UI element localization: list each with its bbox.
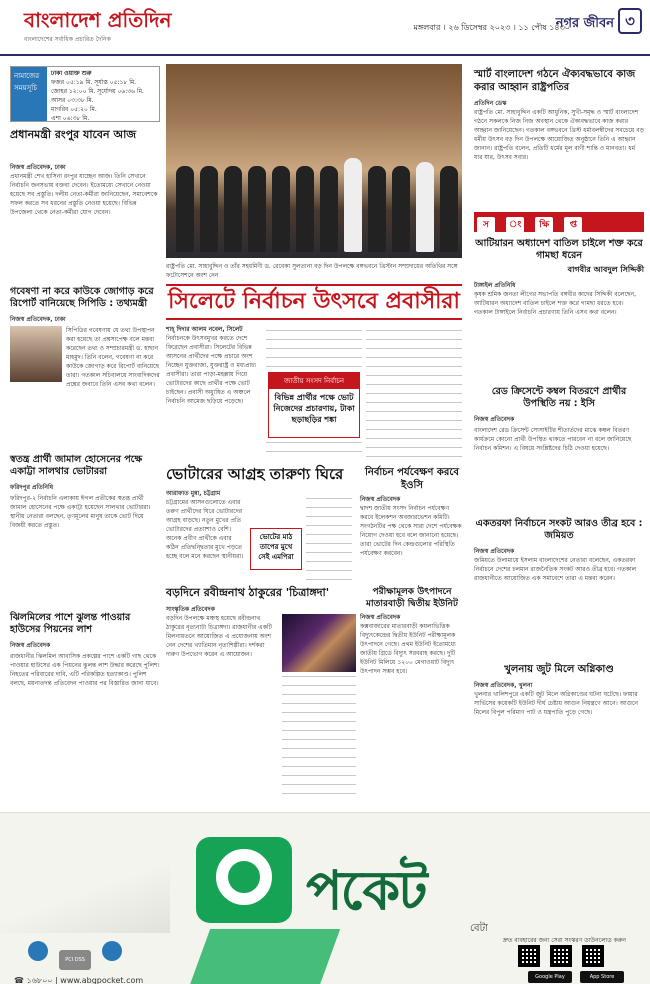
article-title: প্রধানমন্ত্রী রংপুর যাবেন আজ (10, 128, 137, 141)
partner-logos (28, 941, 148, 965)
article-byline: নিজস্ব প্রতিবেদক (474, 548, 515, 555)
prayer-row: ফজর ০৫:১৯ মি. সূর্যাস্ত ০৫:১৮ মি. (51, 79, 137, 86)
article-body-col2 (282, 676, 356, 802)
article-byline: নিজস্ব প্রতিবেদক (360, 496, 401, 503)
sylhet-byline: শাহ্ দিদার আলম নবেল, সিলেট (166, 326, 243, 333)
article-title: নির্বাচন পর্যবেক্ষণ করবে ইওসি (365, 467, 459, 491)
partner-logo-icon (28, 941, 48, 961)
page-number: ৩ (618, 8, 642, 34)
article-body: রাজধানীর ঝিলমিল আবাসিক প্রকল্পের পাশে একটি গাছ থেকে পাওয়ার হাউসের এক পিয়নের ঝুলন্ত লাশ উদ্ধার করেছে পুলিশ। নিহতের পরিবারের দাবি, এটি পরিকল্পিত হত্যাকাণ্ড। পুলিশ বলছে, ময়নাতদন্ত প্রতিবেদন পাওয়ার পর বিস্তারিত জানা যাবে। (10, 653, 160, 687)
article-title: গবেষণা না করে কাউকে জোগাড় করে রিপোর্ট বানিয়েছে সিপিডি : তথ্যমন্ত্রী (10, 286, 154, 309)
photo-figure (200, 166, 218, 252)
article-title: একতরফা নির্বাচনে সংকট আরও তীব্র হবে : জমিয়ত (475, 518, 643, 541)
advertisement[interactable] (0, 812, 650, 984)
article-title: স্বতন্ত্র প্রার্থী জামাল হোসেনের পক্ষে একাট্টা সালথার ভোটাররা (10, 454, 143, 477)
article-title: বড়দিনে রবীন্দ্রনাথ ঠাকুরের 'চিত্রাঙ্গদা' (166, 586, 330, 599)
article-body: প্রধানমন্ত্রী শেখ হাসিনা রংপুর যাচ্ছেন আজ। তিনি সেখানে নির্বাচনি জনসভায় বক্তব্য দেবেন। ইতোমধ্যে সেখানে নেওয়া হয়েছে সব প্রস্তুতি। দলীয় নেতা-কর্মীরা জানিয়েছেন, সমাবেশকে সফল করতে সব ধরনের প্রস্তুতি নেওয়া হয়েছে। বিভিন্ন উপজেলা থেকে নেতা-কর্মীরা যোগ দেবেন। (10, 173, 158, 216)
prayer-table (51, 69, 159, 123)
app-store-button[interactable]: App Store (580, 971, 624, 983)
photo-figure (176, 166, 194, 252)
ad-slogan: দ্রুত ব্যবহারের জন্য সেরা সংস্করণ ডাউনলোড করুন (502, 937, 626, 944)
article-byline: সাংস্কৃতিক প্রতিবেদক (166, 606, 215, 613)
sylhet-body-col1: নির্বাচনকে উৎসবমুখর করতে দেশে ফিরেছেন প্রবাসীরা। সিলেটের বিভিন্ন আসনের প্রার্থীদের পক্ষে প্রচারে অংশ নিচ্ছেন যুক্তরাজ্য, যুক্তরাষ্ট্র ও মধ্যপ্রাচ্য প্রবাসীরা। তারা পাড়া-মহল্লায় গিয়ে ভোটারদের কাছে প্রার্থীর পক্ষে ভোট চাইছেন। প্রবাসী অধ্যুষিত এ অঞ্চলে নির্বাচনি আমেজ ছড়িয়ে পড়েছে। (166, 335, 257, 405)
pocket-logo-ring (216, 849, 272, 905)
masthead (0, 0, 650, 56)
article-byline: নিজস্ব প্রতিবেদক, খুলনা (474, 682, 533, 689)
minister-photo (10, 326, 62, 382)
newspaper-logo: বাংলাদেশ প্রতিদিন (24, 8, 172, 32)
prayer-row: মাগরিব ০৫:২০ মি. (51, 106, 97, 113)
photo-figure (392, 166, 410, 252)
photo-figure (368, 166, 386, 252)
photo-figure (344, 158, 362, 252)
issue-date: মঙ্গলবার । ২৬ ডিসেম্বর ২০২৩ । ১১ পৌষ ১৪৩০ (413, 23, 570, 32)
photo-figure (224, 166, 242, 252)
article-body: কক্সবাজারের মাতারবাড়ী কয়লাভিত্তিক বিদ্যুৎকেন্দ্রের দ্বিতীয় ইউনিট পরীক্ষামূলক উৎপাদনে গেছে। প্রথম ইউনিট ইতোমধ্যে জাতীয় গ্রিডে বিদ্যুৎ সরবরাহ করছে। দুটি ইউনিট মিলিয়ে ১২০০ মেগাওয়াট বিদ্যুৎ উৎপাদন সম্ভব হবে। (360, 623, 456, 675)
article-body: কৃষক শ্রমিক জনতা লীগের সভাপতি বঙ্গবীর কাদের সিদ্দিকী বলেছেন, আটিয়ারন অধ্যাদেশ বাতিল চাইলে শক্ত করে গামছা ধরতে হবে। গতকাল টাঙ্গাইলে নির্বাচনি প্রচারণায় তিনি এসব কথা বলেন। (474, 291, 637, 316)
article-byline: নিজস্ব প্রতিবেদক (10, 642, 51, 649)
pci-dss-logo: PCI DSS (59, 950, 91, 970)
ad-bg-shape (0, 813, 170, 933)
article-body: বাংলাদেশ রেড ক্রিসেন্ট সোসাইটির শীতার্তদের মাঝে কম্বল বিতরণ কার্যক্রমে কোনো প্রার্থী উপস্থিত থাকতে পারবেন না বলে জানিয়েছে নির্বাচন কমিশন। এ বিষয়ে সংশ্লিষ্টদের চিঠি দেওয়া হয়েছে। (474, 427, 632, 452)
article-title: ঝিলমিলের পাশে ঝুলন্ত পাওয়ার হাউসের পিয়নের লাশ (10, 612, 131, 635)
article-title: খুলনায় জুট মিলে অগ্নিকাণ্ড (504, 664, 614, 675)
article-byline: নিজস্ব প্রতিবেদক (474, 416, 515, 423)
qr-code-icon[interactable] (518, 945, 540, 967)
article-byline: নিজস্ব প্রতিবেদক, ঢাকা (10, 316, 66, 323)
article-byline: প্রতিদিন ডেস্ক (474, 100, 507, 107)
sylhet-body-col2 (266, 330, 362, 370)
prayer-row: আসর ০৩:৩৮ মি. (51, 97, 94, 104)
dance-photo (282, 614, 356, 672)
article-byline: নিজস্ব প্রতিবেদক (360, 614, 401, 621)
article-body: বড়দিন উপলক্ষে মঞ্চস্থ হয়েছে রবীন্দ্রনাথ ঠাকুরের নৃত্যনাট্য চিত্রাঙ্গদা। রাজধানীর একটি মিলনায়তনে আয়োজিত এ প্রযোজনায় অংশ নেন দেশের খ্যাতিমান নৃত্যশিল্পীরা। দর্শকরা দারুণ উপভোগ করেন এ আয়োজন। (166, 615, 272, 658)
photo-figure (440, 166, 458, 252)
photo-figure (272, 166, 290, 252)
quote-text: বিভিন্ন প্রার্থীর পক্ষে ভোট নিজেদের প্রচারণায়, টাকা ছড়াছড়ির শঙ্কা (273, 393, 355, 424)
photo-figure (416, 162, 434, 252)
brief-news-banner (474, 212, 644, 232)
newspaper-tagline: বাংলাদেশের সর্বাধিক প্রচারিত দৈনিক (24, 36, 111, 43)
prayer-row: জোহর ১২:০০ মি. সূর্যোদয় ০৬:৩৬ মি. (51, 88, 144, 95)
section-title: নগর জীবন (555, 16, 614, 31)
article-byline: আরাফাত মুন্না, চট্টগ্রাম (166, 490, 221, 497)
article-byline: নিজস্ব প্রতিবেদক, ঢাকা (10, 164, 66, 171)
photo-figure (248, 166, 266, 252)
article-body: দ্বাদশ জাতীয় সংসদ নির্বাচন পর্যবেক্ষণ করবে ইলেকশন অবজারভেশন কমিটি। সংগঠনটির পক্ষ থেকে সারা দেশে পর্যবেক্ষক নিয়োগ দেওয়া হবে বলে জানানো হয়েছে। তারা ভোটের দিন কেন্দ্রগুলোর পরিস্থিতি পর্যবেক্ষণ করবেন। (360, 505, 462, 557)
article-byline: ফরিদপুর প্রতিনিধি (10, 484, 54, 491)
lead-photo-caption: রাষ্ট্রপতি মো. সাহাবুদ্দিন ও তাঁর সহধর্মিণী ড. রেবেকা সুলতানা বড় দিন উপলক্ষে বঙ্গভবনে খ্রিস্টান সম্প্রদায়ের অতিথির সঙ্গে ফটোসেশনে অংশ নেন (166, 263, 458, 279)
article-title: ভোটারের আগ্রহ তারুণ্য ঘিরে (166, 465, 344, 483)
banner-letter: প্ত (564, 217, 582, 233)
lead-photo (166, 64, 462, 258)
banner-letter: ক্ষি (535, 217, 553, 233)
quote-kicker: জাতীয় সংসদ নির্বাচন (269, 373, 359, 389)
article-subtitle: বাগবীর আবদুল সিদ্দিকী (567, 265, 644, 274)
prayer-header: ঢাকা ওয়াক্ত শুরু (51, 70, 92, 77)
photo-figure (296, 166, 314, 252)
article-body: খুলনার খালিশপুরে একটি জুট মিলে অগ্নিকাণ্ডের ঘটনা ঘটেছে। ফায়ার সার্ভিসের কয়েকটি ইউনিট দীর্ঘ চেষ্টায় আগুন নিয়ন্ত্রণে আনে। আগুনে মিলের বিপুল পরিমাণ পাট ও যন্ত্রপাতি পুড়ে গেছে। (474, 691, 639, 716)
pull-quote: ভোটের মাঠ তাপের মুখে সেই এমপিরা (250, 528, 302, 570)
ad-beta-label: বেটা (470, 923, 488, 934)
partner-logo-icon (102, 941, 122, 961)
banner-letter: স (477, 217, 495, 233)
article-title: আটিয়ারন অধ্যাদেশ বাতিল চাইলে শক্ত করে গামছা ধরেন (475, 238, 643, 261)
article-body: জমিয়তে উলামায়ে ইসলাম বাংলাদেশের নেতারা বলেছেন, একতরফা নির্বাচনে দেশের চলমান রাজনৈতিক সংকট আরও তীব্র হবে। গতকাল রাজধানীতে আয়োজিত এক সমাবেশে তারা এ মন্তব্য করেন। (474, 557, 637, 582)
sylhet-headline: সিলেটে নির্বাচন উৎসবে প্রবাসীরা (166, 284, 462, 320)
sylhet-body-col3 (366, 330, 462, 458)
article-title: স্মার্ট বাংলাদেশ গঠনে ঐক্যবদ্ধভাবে কাজ করার আহ্বান রাষ্ট্রপতির (474, 69, 636, 93)
banner-letter: ং (506, 217, 524, 233)
article-byline: টাঙ্গাইল প্রতিনিধি (474, 282, 516, 289)
photo-figure (320, 166, 338, 252)
qr-code-icon[interactable] (582, 945, 604, 967)
ad-product-name: পকেট (306, 859, 426, 922)
prayer-row: এশা ০৬:৩৮ মি. (51, 115, 90, 122)
ad-website[interactable]: ☎ ১৬৮০০ | www.abgpocket.com (14, 976, 144, 984)
qr-code-icon[interactable] (550, 945, 572, 967)
article-title: রেড ক্রিসেন্টে কম্বল বিতরণে প্রার্থীর উপস্থিতি নয় : ইসি (491, 386, 627, 409)
article-body-col2 (306, 498, 352, 580)
prayer-label: নামাজের সময়সূচি (11, 67, 47, 121)
article-body: সিপিডির গবেষণায় যে তথ্য উপস্থাপন করা হয়েছে তা প্রশ্নসাপেক্ষ বলে মন্তব্য করেছেন তথ্য ও সম্প্রচারমন্ত্রী ড. হাছান মাহমুদ। তিনি বলেন, গবেষণা না করে কাউকে জোগাড় করে রিপোর্ট বানিয়েছে তারা। গতকাল সচিবালয়ে সাংবাদিকদের প্রশ্নের জবাবে তিনি এসব কথা বলেন। (66, 327, 160, 388)
prayer-times-box (10, 66, 160, 122)
article-body: ফরিদপুর-২ নির্বাচনি এলাকায় ঈগল প্রতীকের স্বতন্ত্র প্রার্থী জামাল হোসেনের পক্ষে একাট্টা হয়েছেন সালথার ভোটাররা। স্থানীয় নেতারা বলছেন, তৃণমূলের মানুষ তাকে ভোট দিয়ে বিজয়ী করতে প্রস্তুত। (10, 495, 151, 529)
article-body: রাষ্ট্রপতি মো. সাহাবুদ্দিন একটি আধুনিক, সুখী-সমৃদ্ধ ও স্মার্ট বাংলাদেশ গঠনে সকলকে নিজ নিজ অবস্থান থেকে ঐক্যবদ্ধভাবে কাজ করার আহ্বান জানিয়েছেন। গতকাল বঙ্গভবনে খ্রিস্ট ধর্মাবলম্বীদের সবচেয়ে বড় ধর্মীয় উৎসব বড় দিন উপলক্ষে আয়োজিত অনুষ্ঠানে তিনি এ আহ্বান জানান। রাষ্ট্রপতি বলেন, প্রতিটি ধর্মের মূল বাণী শান্তি ও মানবতা। ধর্ম যার যার, উৎসব সবার। (474, 109, 644, 161)
article-body: চট্টগ্রামের আসনগুলোতে এবার তরুণ প্রার্থীদের ঘিরে ভোটারদের আগ্রহ বাড়ছে। নতুন মুখের প্রতি ভোটারদের প্রত্যাশাও বেশি। অনেক প্রবীণ প্রার্থীকে এবার কঠিন প্রতিদ্বন্দ্বিতার মুখে পড়তে হচ্ছে বলে মনে করছেন স্থানীয়রা। (166, 499, 244, 560)
google-play-button[interactable]: Google Play (528, 971, 572, 983)
pocket-logo-icon (196, 837, 292, 923)
sylhet-quote-box (268, 372, 360, 438)
sylhet-body-col2-end (266, 442, 362, 458)
article-title: পরীক্ষামূলক উৎপাদনে মাতারবাড়ী দ্বিতীয় ইউনিট (366, 587, 458, 609)
